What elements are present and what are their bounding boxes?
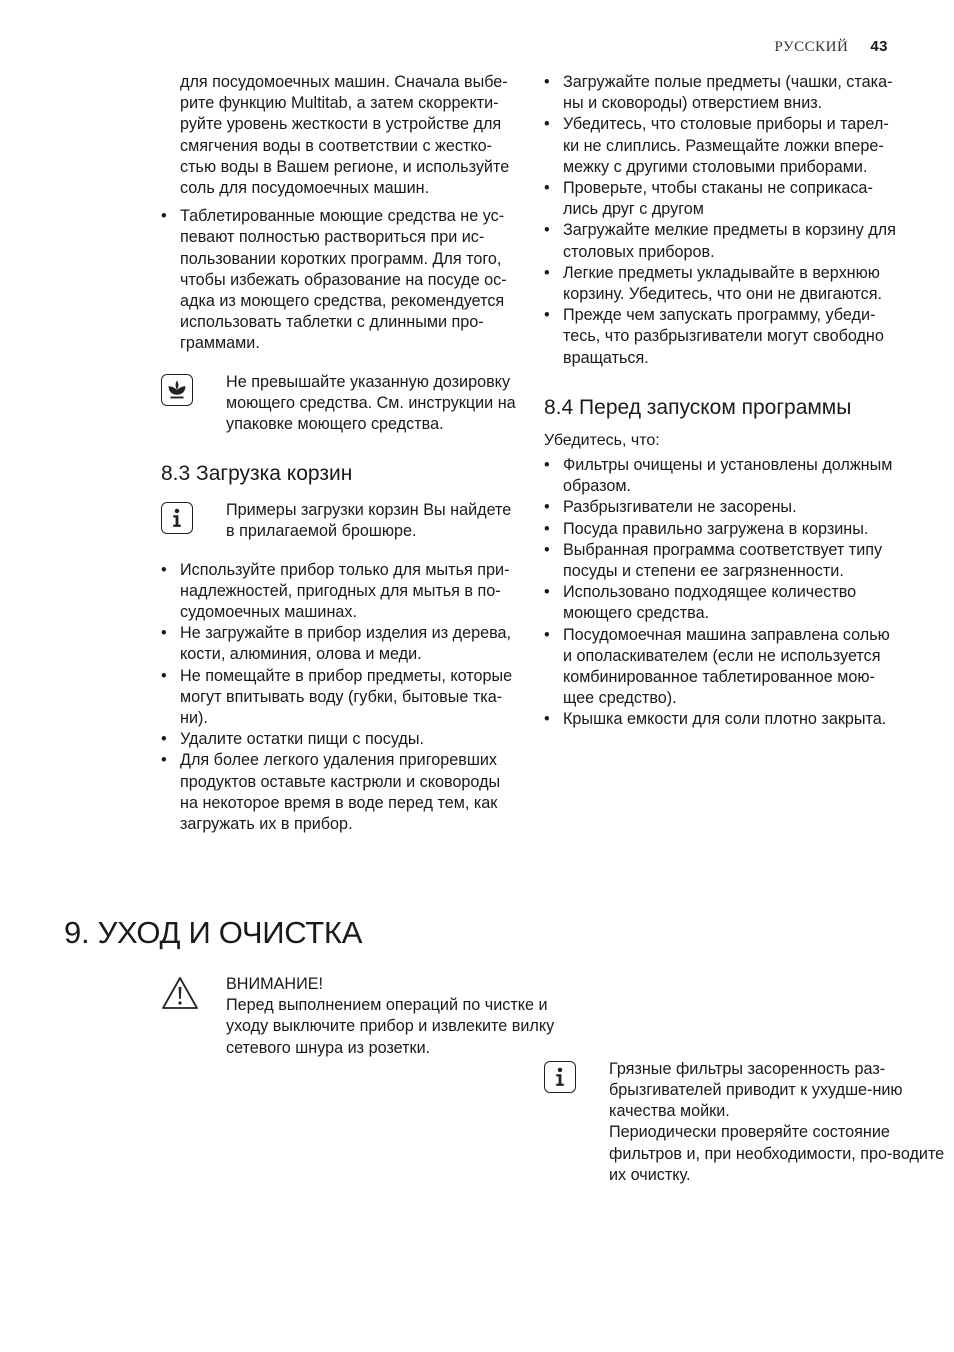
list-item: • Разбрызгиватели не засорены. (544, 497, 896, 518)
environment-note-text: Не превышайте указанную дозировку моющего средства. См. инструкции на упаковке моющего средства. (226, 372, 516, 434)
environment-note (161, 372, 517, 436)
list-item: • Крышка емкости для соли плотно закрыта. (544, 709, 896, 730)
warning-text: Перед выполнением операций по чистке и уходу выключите прибор и извлеките вилку сетевого шнура из розетки. (226, 996, 555, 1057)
section-8-3-number: 8.3 (161, 462, 191, 486)
info-filters-text-1: Грязные фильтры засоренность раз-брызгивателей приводит к ухудше-нию качества мойки. (609, 1059, 903, 1121)
section-8-4-title: Перед запуском программы (579, 395, 852, 419)
list-item: • Не загружайте в прибор изделия из дерева, кости, алюминия, олова и меди. (161, 623, 517, 665)
left-column (161, 72, 517, 835)
page-header (775, 38, 888, 56)
section-9-number: 9. (64, 915, 90, 950)
loading-bullets (161, 560, 517, 836)
warning-note (161, 974, 566, 1059)
bullet-tablets: • Таблетированные моющие средства не ус-певают полностью раствориться при ис-пользовании коротких программ. Для того, чтобы избежать образование на посуде ос-адка из моющего средства, рекомендуется использовать таблетки с длинными про-граммами. (161, 206, 517, 354)
list-item: • Посуда правильно загружена в корзины. (544, 519, 896, 540)
section-8-3-title: Загрузка корзин (196, 462, 353, 486)
list-item: • Выбранная программа соответствует типу посуды и степени ее загрязненности. (544, 540, 896, 582)
list-item: • Для более легкого удаления пригоревших продуктов оставьте кастрюли и сковороды на некоторое время в воде перед тем, как загружать их в прибор. (161, 750, 517, 835)
page-number: 43 (870, 38, 888, 55)
section-8-4-heading (544, 395, 896, 421)
info-note-loading-text: Примеры загрузки корзин Вы найдете в прилагаемой брошюре. (226, 501, 512, 541)
environment-icon (161, 374, 193, 406)
list-item: • Проверьте, чтобы стаканы не соприкаса-лись друг с другом (544, 178, 896, 220)
info-note-filters (544, 1059, 954, 1186)
right-column (544, 72, 896, 731)
section-8-4-number: 8.4 (544, 395, 574, 419)
list-item: • Не помещайте в прибор предметы, которые могут впитывать воду (губки, бытовые тка-ни). (161, 666, 517, 730)
list-item: • Используйте прибор только для мытья при-надлежностей, пригодных для мытья в по-судомоечных машинах. (161, 560, 517, 624)
header-language: РУССКИЙ (774, 39, 849, 55)
warning-title: ВНИМАНИЕ! (226, 975, 324, 993)
info-note-loading (161, 500, 517, 542)
section-8-3-heading (161, 461, 517, 487)
list-item: • Убедитесь, что столовые приборы и тарел-ки не слиплись. Размещайте ложки впере-межку с другими столовыми приборами. (544, 114, 896, 178)
section-9-title: УХОД И ОЧИСТКА (97, 915, 363, 950)
list-item: • Фильтры очищены и установлены должным образом. (544, 455, 896, 497)
intro-paragraph: для посудомоечных машин. Сначала выбе-рите функцию Multitab, а затем скорректи-руйте уровень жесткости в устройстве для смягчения воды в соответствии с жестко-стью воды в Вашем регионе, и используйте соль для посудомоечных машин. (180, 73, 510, 198)
warning-icon (161, 976, 199, 1010)
section-8-4-subtitle: Убедитесь, что: (544, 431, 660, 449)
info-icon (544, 1061, 576, 1093)
list-item: • Посудомоечная машина заправлена солью и ополаскивателем (если не используется комбинированное таблетированное мою-щее средство). (544, 625, 896, 710)
list-item: • Прежде чем запускать программу, убеди-тесь, что разбрызгиватели могут свободно вращаться. (544, 305, 896, 369)
info-icon (161, 502, 193, 534)
section-9-heading (64, 915, 362, 951)
check-bullets (544, 455, 896, 731)
list-item: • Использовано подходящее количество моющего средства. (544, 582, 896, 624)
list-item: • Загружайте мелкие предметы в корзину для столовых приборов. (544, 220, 896, 262)
list-item: • Загружайте полые предметы (чашки, стака-ны и сковороды) отверстием вниз. (544, 72, 896, 114)
info-filters-text-2: Периодически проверяйте состояние фильтров и, при необходимости, про-водите их очистку. (609, 1123, 945, 1184)
list-item: • Удалите остатки пищи с посуды. (161, 729, 517, 750)
list-item: • Легкие предметы укладывайте в верхнюю корзину. Убедитесь, что они не двигаются. (544, 263, 896, 305)
